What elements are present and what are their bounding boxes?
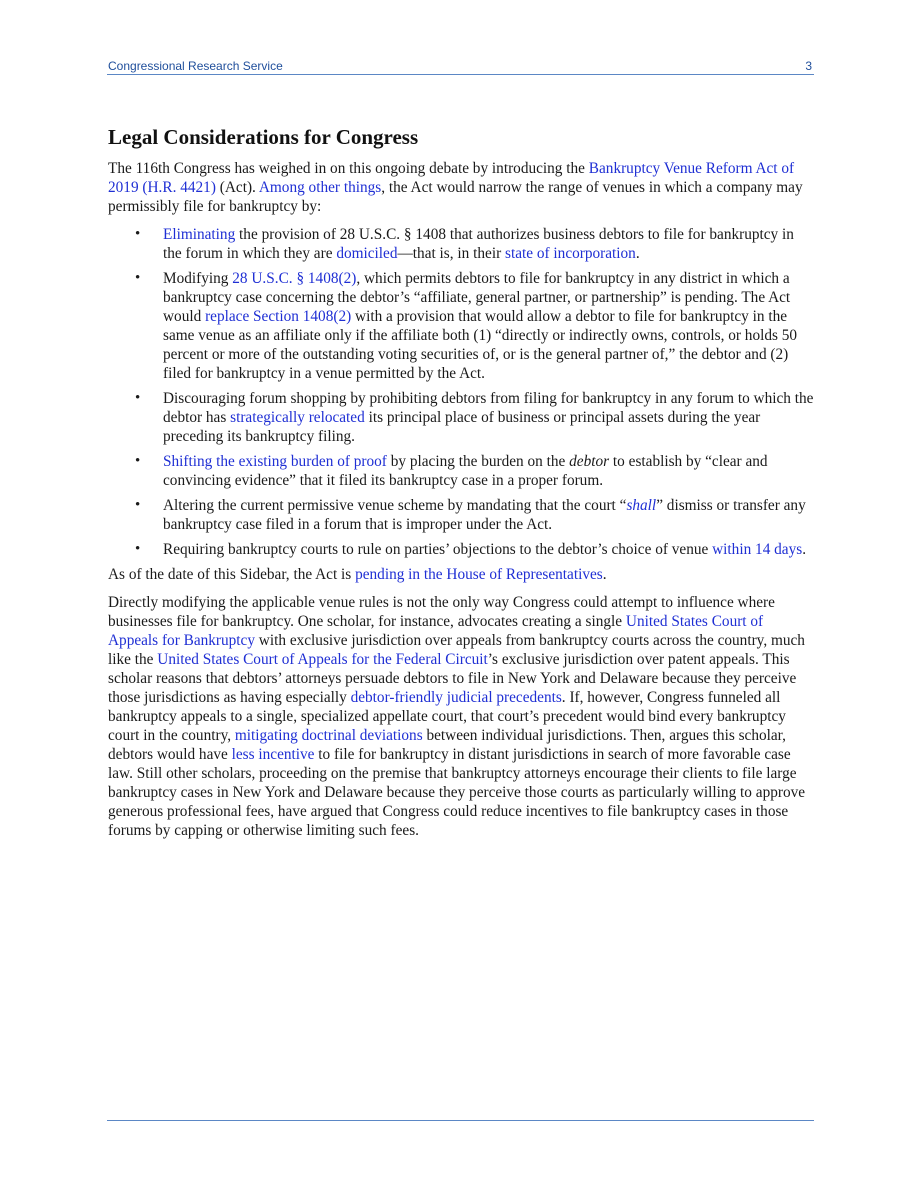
venue-changes-list xyxy=(108,225,814,559)
paragraph-text: with exclusive jurisdiction over appeals from bankruptcy courts across the country, much like the xyxy=(108,632,805,668)
emphasis-debtor: debtor xyxy=(569,453,610,470)
bullet-marker: • xyxy=(135,390,141,406)
list-item-text: with a provision that would allow a debtor to file for bankruptcy in the same venue as an affiliate only if the affiliate both (1) “directly or indirectly owns, controls, or holds 50 percent or more of the outstanding voting securities of, or is the general partner of,” the debtor and (2) filed for bankruptcy in a venue permitted by the Act. xyxy=(163,308,798,382)
link-pending-in-house[interactable]: pending in the House of Representatives xyxy=(355,566,603,583)
closing-paragraph xyxy=(108,593,814,840)
list-item xyxy=(108,389,814,446)
link-bankruptcy-venue-reform-act[interactable]: Bankruptcy Venue Reform Act of 2019 (H.R. 4421) xyxy=(108,160,795,196)
link-federal-circuit[interactable]: United States Court of Appeals for the Federal Circuit xyxy=(157,651,488,668)
list-item xyxy=(108,540,814,559)
link-shall[interactable]: shall xyxy=(626,497,657,514)
link-among-other-things[interactable]: Among other things xyxy=(258,179,382,196)
list-item-text: to establish by “clear and convincing evidence” that it filed its bankruptcy case in a proper forum. xyxy=(163,453,768,489)
link-less-incentive[interactable]: less incentive xyxy=(231,746,315,763)
list-item-text: , which permits debtors to file for bankruptcy in any district in which a bankruptcy case concerning the debtor’s “affiliate, general partner, or partnership” is pending. The Act would xyxy=(163,270,791,325)
intro-text-2: (Act). xyxy=(215,179,259,196)
list-item xyxy=(108,269,814,383)
bullet-marker: • xyxy=(135,453,141,469)
paragraph-text: Directly modifying the applicable venue rules is not the only way Congress could attempt to influence where businesses file for bankruptcy. One scholar, for instance, advocates creating a single xyxy=(108,594,775,630)
list-item-text: ” dismiss or transfer any bankruptcy case filed in a forum that is improper under the Act. xyxy=(163,497,806,533)
bullet-marker: • xyxy=(135,541,141,557)
list-item-text: —that is, in their xyxy=(397,245,505,262)
list-item-text: by placing the burden on the xyxy=(386,453,570,470)
paragraph-text: As of the date of this Sidebar, the Act is xyxy=(108,566,356,583)
link-state-of-incorporation[interactable]: state of incorporation xyxy=(505,245,636,262)
intro-text-1: The 116th Congress has weighed in on this ongoing debate by introducing the xyxy=(108,160,589,177)
link-eliminating[interactable]: Eliminating xyxy=(163,226,236,243)
link-replace-section-1408-2[interactable]: replace Section 1408(2) xyxy=(205,308,352,325)
link-strategically-relocated[interactable]: strategically relocated xyxy=(230,409,365,426)
header-source: Congressional Research Service xyxy=(108,59,283,73)
link-mitigating-doctrinal-deviations[interactable]: mitigating doctrinal deviations xyxy=(234,727,423,744)
list-item-text: the provision of 28 U.S.C. § 1408 that authorizes business debtors to file for bankruptcy in the forum in which they are xyxy=(163,226,794,262)
intro-paragraph xyxy=(108,159,814,216)
bullet-marker: • xyxy=(135,270,141,286)
paragraph-text: between individual jurisdictions. Then, argues this scholar, debtors would have xyxy=(108,727,786,763)
list-item-text: its principal place of business or principal assets during the year preceding its bankruptcy filing. xyxy=(163,409,761,445)
link-domiciled[interactable]: domiciled xyxy=(336,245,398,262)
bullet-marker: • xyxy=(135,497,141,513)
paragraph-text: . xyxy=(602,566,607,583)
list-item-text: Requiring bankruptcy courts to rule on parties’ objections to the debtor’s choice of venue xyxy=(163,541,713,558)
status-paragraph xyxy=(108,565,814,584)
link-28-usc-1408-2[interactable]: 28 U.S.C. § 1408(2) xyxy=(232,270,357,287)
list-item xyxy=(108,225,814,263)
page-number: 3 xyxy=(805,59,812,73)
link-within-14-days[interactable]: within 14 days xyxy=(712,541,803,558)
footer-divider xyxy=(107,1120,814,1121)
link-debtor-friendly-precedents[interactable]: debtor-friendly judicial precedents xyxy=(350,689,562,706)
section-title: Legal Considerations for Congress xyxy=(108,125,419,149)
paragraph-text: to file for bankruptcy in distant jurisdictions in search of more favorable case law. Still other scholars, proceeding on the premise that bankruptcy attorneys encourage their clients to file large bankruptcy cases in New York and Delaware because they perceive those courts as particularly willing to approve generous professional fees, have argued that Congress could reduce incentives to file bankruptcy cases in those forums by capping or otherwise limiting such fees. xyxy=(108,746,806,839)
list-item-text: . xyxy=(802,541,807,558)
link-us-court-of-appeals-for-bankruptcy[interactable]: United States Court of Appeals for Bankruptcy xyxy=(108,613,764,649)
list-item-text: Discouraging forum shopping by prohibiting debtors from filing for bankruptcy in any forum to which the debtor has xyxy=(163,390,814,426)
list-item xyxy=(108,452,814,490)
list-item-text: Altering the current permissive venue scheme by mandating that the court “ xyxy=(163,497,627,514)
paragraph-text: ’s exclusive jurisdiction over patent appeals. This scholar reasons that debtors’ attorneys persuade debtors to file in New York and Delaware because they perceive those jurisdictions as having especially xyxy=(108,651,797,706)
list-item-text: . xyxy=(635,245,640,262)
page-header xyxy=(107,56,814,75)
bullet-marker: • xyxy=(135,226,141,242)
list-item-text: Modifying xyxy=(163,270,233,287)
intro-text-3: , the Act would narrow the range of venues in which a company may permissibly file for bankruptcy by: xyxy=(108,179,803,215)
list-item xyxy=(108,496,814,534)
paragraph-text: . If, however, Congress funneled all bankruptcy appeals to a single, specialized appellate court, that court’s precedent would bind every bankruptcy court in the country, xyxy=(108,689,786,744)
document-body xyxy=(108,124,814,849)
link-shifting-burden-of-proof[interactable]: Shifting the existing burden of proof xyxy=(163,453,387,470)
